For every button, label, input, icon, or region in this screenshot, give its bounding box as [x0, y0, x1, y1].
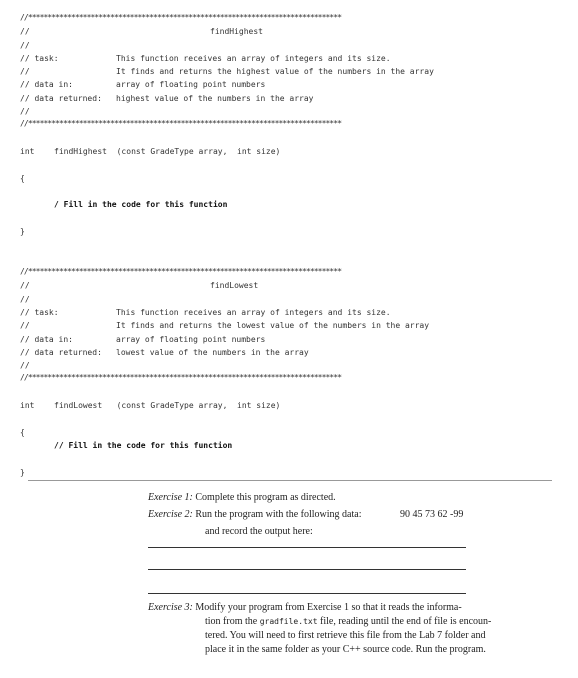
exercise-3-text: Modify your program from Exercise 1 so that it reads the informa-	[195, 602, 462, 613]
comment-star-border: //********************************************************************************	[20, 268, 342, 276]
gradfile-filename: gradfile.txt	[259, 617, 318, 626]
comment-line: //	[20, 107, 30, 116]
comment-star-border: //********************************************************************************	[20, 120, 342, 128]
exercise-1-text: Complete this program as directed.	[195, 492, 336, 503]
exercise-1-label: Exercise 1:	[148, 492, 193, 503]
function-signature: findHighest (const GradeType array, int size)	[54, 147, 281, 156]
section-divider	[28, 480, 552, 481]
task-description-line: This function receives an array of integers and its size.	[116, 54, 391, 63]
fill-in-comment: / Fill in the code for this function	[54, 200, 228, 209]
data-returned-text: lowest value of the numbers in the array	[116, 348, 309, 357]
task-description-line: It finds and returns the lowest value of the numbers in the array	[116, 321, 430, 330]
comment-star-border: //********************************************************************************	[20, 374, 342, 382]
answer-line[interactable]	[148, 547, 466, 548]
function-title-find-lowest: findLowest	[210, 281, 259, 290]
comment-line: //	[20, 281, 30, 290]
data-returned-label: // data returned:	[20, 348, 102, 357]
comment-line: //	[20, 27, 30, 36]
comment-line: //	[20, 321, 30, 330]
function-signature: findLowest (const GradeType array, int size)	[54, 401, 281, 410]
task-description-line: This function receives an array of integers and its size.	[116, 308, 391, 317]
data-in-text: array of floating point numbers	[116, 335, 266, 344]
return-type-keyword: int	[20, 401, 35, 410]
task-description-line: It finds and returns the highest value of the numbers in the array	[116, 67, 434, 76]
exercise-3-line: tered. You will need to first retrieve this file from the Lab 7 folder and	[205, 630, 486, 641]
answer-line[interactable]	[148, 569, 466, 570]
exercise-2-text-continued: and record the output here:	[205, 526, 313, 537]
exercise-3-text-part: file, reading until the end of file is encoun-	[320, 616, 492, 627]
data-in-label: // data in:	[20, 80, 73, 89]
comment-line: //	[20, 295, 30, 304]
data-in-label: // data in:	[20, 335, 73, 344]
data-in-text: array of floating point numbers	[116, 80, 266, 89]
exercise-2-label: Exercise 2:	[148, 509, 193, 520]
fill-in-comment: // Fill in the code for this function	[54, 441, 233, 450]
task-label: // task:	[20, 54, 59, 63]
task-label: // task:	[20, 308, 59, 317]
exercise-2	[148, 508, 361, 521]
exercise-3-label: Exercise 3:	[148, 602, 193, 613]
open-brace: {	[20, 174, 25, 183]
exercise-3	[148, 601, 462, 614]
exercise-3-line: place it in the same folder as your C++ source code. Run the program.	[205, 644, 486, 655]
exercise-2-data: 90 45 73 62 -99	[400, 509, 464, 520]
comment-line: //	[20, 67, 30, 76]
exercise-1	[148, 491, 336, 504]
comment-star-border: //********************************************************************************	[20, 14, 342, 22]
comment-line: //	[20, 361, 30, 370]
comment-line: //	[20, 41, 30, 50]
close-brace: }	[20, 468, 25, 477]
answer-line[interactable]	[148, 593, 466, 594]
data-returned-text: highest value of the numbers in the array	[116, 94, 314, 103]
function-title-find-highest: findHighest	[210, 27, 263, 36]
exercise-2-text: Run the program with the following data:	[195, 509, 362, 520]
open-brace: {	[20, 428, 25, 437]
close-brace: }	[20, 227, 25, 236]
exercise-3-text-part: tion from the	[205, 616, 258, 627]
return-type-keyword: int	[20, 147, 35, 156]
exercise-3-line	[205, 615, 491, 628]
data-returned-label: // data returned:	[20, 94, 102, 103]
